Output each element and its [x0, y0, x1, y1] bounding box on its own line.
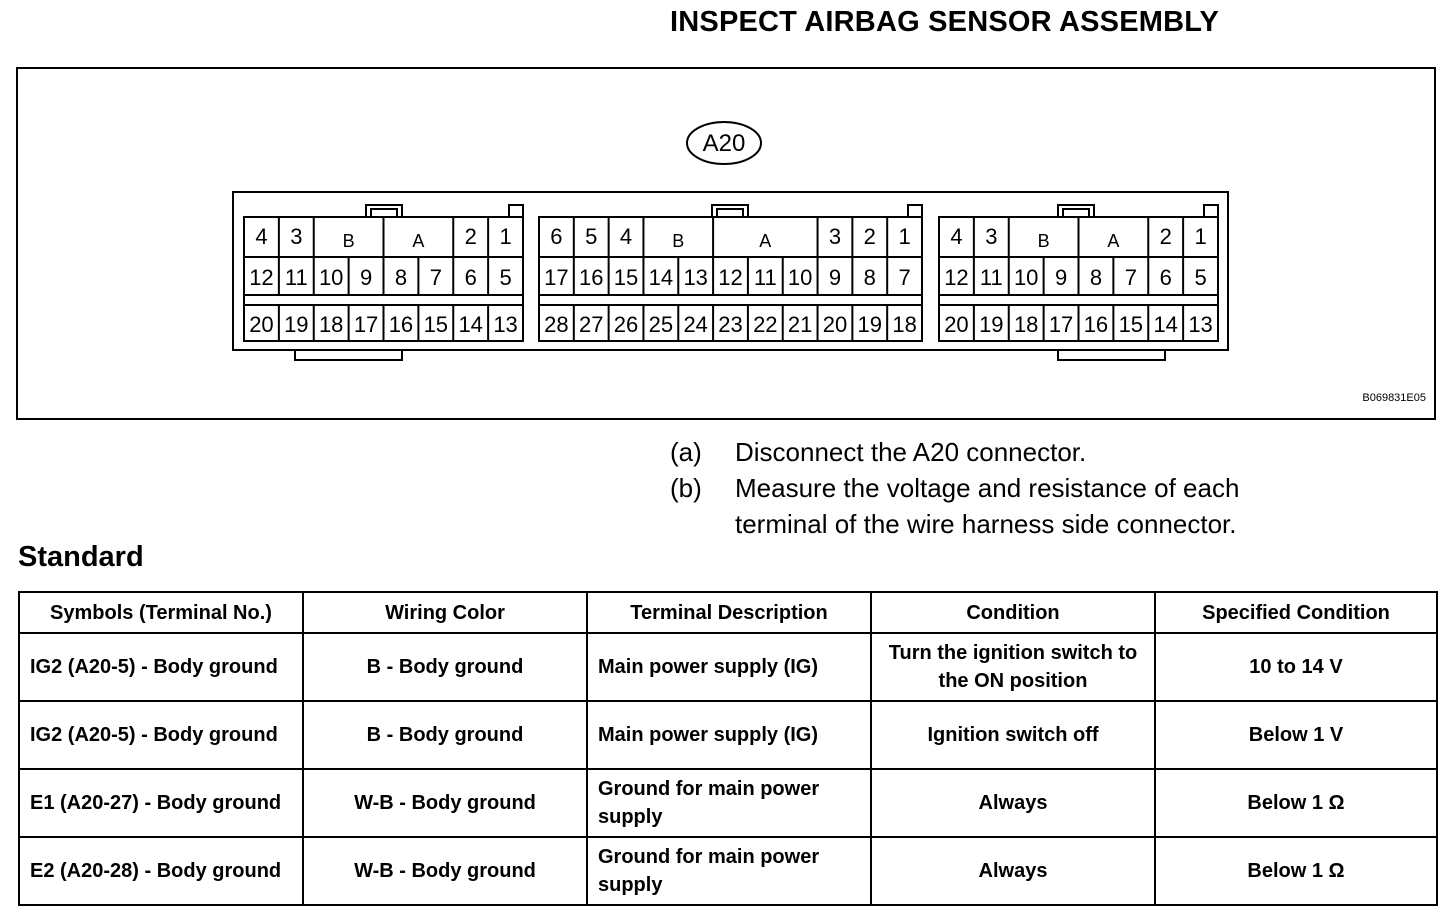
terminal-label: 6 [464, 265, 477, 290]
table-cell: B - Body ground [303, 701, 587, 769]
terminal-label: 16 [1083, 312, 1109, 337]
terminal-label: 16 [578, 265, 604, 290]
terminal-label: 10 [318, 265, 344, 290]
terminal-label: 1 [499, 224, 512, 249]
terminal-label: 4 [950, 224, 963, 249]
left-block-latch-inner [371, 209, 397, 217]
connector-diagram [18, 69, 1438, 422]
table-cell: Ground for main power supply [587, 837, 871, 905]
terminal-label: 9 [828, 265, 842, 290]
terminal-label: 17 [544, 265, 569, 290]
step-text: Disconnect the A20 connector. [735, 437, 1087, 467]
terminal-label: 5 [585, 224, 598, 249]
terminal-label: 19 [284, 312, 309, 337]
table-cell: 10 to 14 V [1155, 633, 1437, 701]
terminal-label: 17 [1048, 312, 1074, 337]
column-header: Specified Condition [1155, 592, 1437, 633]
standard-table [18, 591, 1438, 906]
table-cell: E1 (A20-27) - Body ground [19, 769, 303, 837]
column-header: Condition [871, 592, 1155, 633]
terminal-label: 12 [944, 265, 969, 290]
terminal-label: 13 [683, 265, 708, 290]
terminal-label: A [759, 231, 772, 251]
terminal-label: 8 [394, 265, 408, 290]
left-block-clip [509, 205, 523, 217]
column-header: Terminal Description [587, 592, 871, 633]
middle-block-latch-inner [717, 209, 743, 217]
terminal-label: 20 [822, 312, 848, 337]
housing-tab-left [295, 350, 402, 360]
terminal-label: 15 [1118, 312, 1144, 337]
terminal-label: 4 [255, 224, 268, 249]
step-b-continued [670, 506, 1239, 542]
terminal-label: B [342, 231, 355, 251]
table-cell: Below 1 Ω [1155, 769, 1437, 837]
terminal-label: 19 [979, 312, 1004, 337]
terminal-label: 8 [863, 265, 876, 290]
step-text: terminal of the wire harness side connector. [735, 509, 1237, 539]
terminal-label: 17 [353, 312, 379, 337]
terminal-label: 2 [464, 224, 477, 249]
step-text: Measure the voltage and resistance of each [735, 473, 1240, 503]
terminal-label: 27 [578, 312, 604, 337]
terminal-label: 13 [1188, 312, 1213, 337]
terminal-label: 14 [648, 265, 674, 290]
terminal-label: 7 [429, 265, 442, 290]
terminal-label: 18 [318, 312, 344, 337]
table-cell: W-B - Body ground [303, 837, 587, 905]
table-cell: B - Body ground [303, 633, 587, 701]
terminal-label: 13 [493, 312, 518, 337]
table-header-row [19, 592, 1437, 633]
housing-tab-right [1058, 350, 1165, 360]
table-cell: W-B - Body ground [303, 769, 587, 837]
table-row [19, 633, 1437, 701]
terminal-label: 20 [249, 312, 274, 337]
table-cell: Ground for main power supply [587, 769, 871, 837]
terminal-label: 3 [828, 224, 842, 249]
terminal-label: A [1107, 231, 1120, 251]
figure-code: B069831E05 [1362, 392, 1426, 404]
terminal-label: 2 [1159, 224, 1172, 249]
terminal-label: 14 [458, 312, 483, 337]
terminal-label: 21 [787, 312, 813, 337]
column-header: Symbols (Terminal No.) [19, 592, 303, 633]
step-letter: (b) [670, 473, 702, 503]
terminal-label: 12 [718, 265, 743, 290]
step-a [670, 434, 1239, 470]
table-cell: IG2 (A20-5) - Body ground [19, 633, 303, 701]
terminal-label: 14 [1153, 312, 1178, 337]
terminal-label: 9 [359, 265, 373, 290]
terminal-label: 24 [683, 312, 708, 337]
terminal-label: 6 [550, 224, 563, 249]
terminal-label: 2 [863, 224, 876, 249]
terminal-label: 11 [753, 265, 777, 290]
column-header: Wiring Color [303, 592, 587, 633]
terminal-label: 18 [892, 312, 917, 337]
terminal-label: 23 [718, 312, 743, 337]
table-cell: Always [871, 837, 1155, 905]
terminal-label: 28 [544, 312, 569, 337]
table-cell: Ignition switch off [871, 701, 1155, 769]
right-block-clip [1204, 205, 1218, 217]
table-row [19, 837, 1437, 905]
standard-heading: Standard [18, 541, 144, 573]
terminal-label: 19 [857, 312, 883, 337]
terminal-label: 11 [979, 265, 1003, 290]
step-b [670, 470, 1239, 506]
table-cell: Always [871, 769, 1155, 837]
connector-figure [16, 67, 1436, 420]
terminal-label: 4 [619, 224, 633, 249]
terminal-label: 5 [499, 265, 512, 290]
middle-block-clip [908, 205, 922, 217]
terminal-label: 16 [388, 312, 414, 337]
step-letter: (a) [670, 437, 702, 467]
terminal-label: 1 [898, 224, 911, 249]
terminal-label: 26 [613, 312, 639, 337]
table-row [19, 701, 1437, 769]
terminal-label: 9 [1054, 265, 1068, 290]
table-cell: Below 1 Ω [1155, 837, 1437, 905]
step-letter [670, 506, 735, 542]
terminal-label: B [1037, 231, 1050, 251]
connector-label: A20 [702, 130, 746, 157]
table-cell: IG2 (A20-5) - Body ground [19, 701, 303, 769]
terminal-label: 25 [648, 312, 674, 337]
terminal-label: 11 [284, 265, 308, 290]
table-cell: Turn the ignition switch to the ON position [871, 633, 1155, 701]
terminal-label: 15 [613, 265, 639, 290]
terminal-label: 7 [1124, 265, 1137, 290]
table-cell: Main power supply (IG) [587, 633, 871, 701]
terminal-label: 1 [1194, 224, 1207, 249]
table-cell: Main power supply (IG) [587, 701, 871, 769]
table-row [19, 769, 1437, 837]
terminal-label: 12 [249, 265, 274, 290]
terminal-label: 10 [1013, 265, 1039, 290]
right-block-latch-inner [1063, 209, 1089, 217]
terminal-label: 5 [1194, 265, 1207, 290]
instruction-steps [670, 434, 1239, 542]
terminal-label: 22 [753, 312, 778, 337]
page-title: INSPECT AIRBAG SENSOR ASSEMBLY [670, 6, 1220, 38]
terminal-label: 3 [290, 224, 303, 249]
table-cell: E2 (A20-28) - Body ground [19, 837, 303, 905]
terminal-label: B [672, 231, 685, 251]
terminal-label: 15 [423, 312, 449, 337]
terminal-label: 20 [944, 312, 969, 337]
terminal-label: 8 [1089, 265, 1103, 290]
table-cell: Below 1 V [1155, 701, 1437, 769]
terminal-label: 7 [898, 265, 911, 290]
terminal-label: A [412, 231, 425, 251]
terminal-label: 18 [1013, 312, 1039, 337]
terminal-label: 6 [1159, 265, 1172, 290]
terminal-label: 10 [787, 265, 813, 290]
terminal-label: 3 [985, 224, 998, 249]
